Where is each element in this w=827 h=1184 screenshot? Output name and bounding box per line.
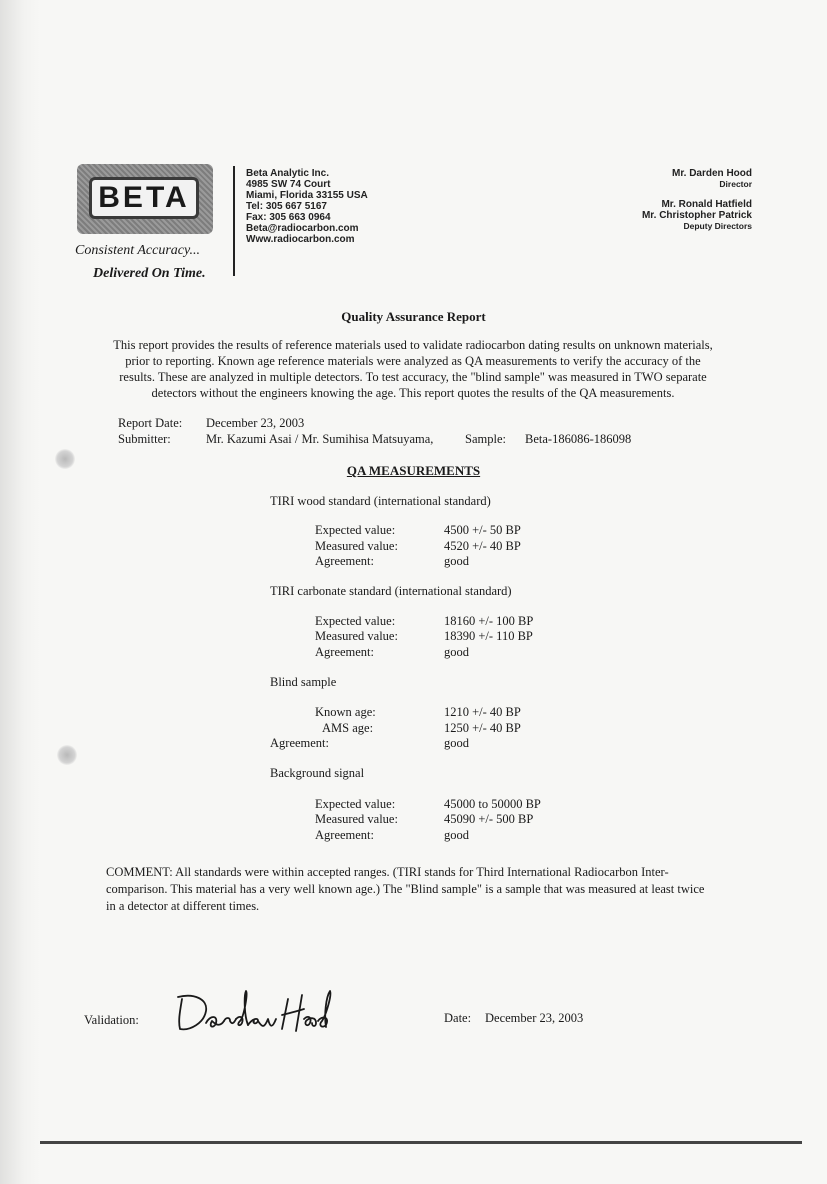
wood-expected-value: 4500 +/- 50 BP (444, 523, 521, 537)
report-title: Quality Assurance Report (341, 309, 486, 324)
address-line: Miami, Florida 33155 USA (246, 190, 368, 201)
tiri-carbonate-title: TIRI carbonate standard (international standard) (270, 584, 512, 598)
director-name: Mr. Darden Hood (671, 168, 752, 179)
company-address (246, 168, 368, 245)
darden-hood-signature (170, 985, 335, 1040)
wood-agreement-value: good (444, 554, 469, 568)
submitter-label: Submitter: (118, 432, 171, 446)
sample-value: Beta-186086-186098 (525, 432, 632, 446)
blind-agreement-value: good (444, 736, 469, 750)
comment-line: COMMENT: All standards were within accepted ranges. (TIRI stands for Third International Radiocarbon Inter- (106, 865, 669, 879)
deputy-title: Deputy Directors (683, 221, 752, 231)
carbonate-expected-label: Expected value: (315, 614, 396, 628)
background-expected-label: Expected value: (315, 797, 396, 811)
beta-logo (77, 164, 213, 234)
address-line: Www.radiocarbon.com (246, 234, 355, 245)
carbonate-measured-value: 18390 +/- 110 BP (444, 629, 533, 643)
blind-ams-value: 1250 +/- 40 BP (444, 721, 521, 735)
wood-agreement-label: Agreement: (315, 554, 375, 568)
wood-measured-value: 4520 +/- 40 BP (444, 539, 521, 553)
sample-label: Sample: (465, 432, 506, 446)
background-measured-label: Measured value: (315, 812, 398, 826)
beta-logo-text: BETA (98, 181, 190, 214)
background-measured-value: 45090 +/- 500 BP (444, 812, 534, 826)
director-title: Director (719, 179, 752, 189)
qa-heading: QA MEASUREMENTS (346, 463, 481, 478)
address-line: Tel: 305 667 5167 (246, 201, 327, 212)
carbonate-expected-value: 18160 +/- 100 BP (444, 614, 534, 628)
intro-line: prior to reporting. Known age reference materials were analyzed as QA measurements to verify the accuracy of the (125, 354, 701, 368)
comment-block (106, 864, 704, 915)
comment-line: comparison. This material has a very well known age.) The "Blind sample" is a sample that was measured at least twice (106, 882, 705, 896)
tagline-delivered: Delivered On Time. (93, 266, 206, 281)
background-agreement-value: good (444, 828, 469, 842)
letterhead-divider (233, 166, 235, 276)
date-label: Date: (444, 1011, 472, 1025)
report-date: December 23, 2003 (206, 416, 305, 430)
address-line: Fax: 305 663 0964 (246, 212, 331, 223)
blind-known-value: 1210 +/- 40 BP (444, 705, 521, 719)
blind-sample-title: Blind sample (270, 675, 337, 689)
wood-expected-label: Expected value: (315, 523, 396, 537)
tagline-consistent: Consistent Accuracy... (75, 243, 200, 258)
background-expected-value: 45000 to 50000 BP (444, 797, 541, 811)
blind-known-label: Known age: (315, 705, 376, 719)
blind-agreement-label: Agreement: (270, 736, 330, 750)
submitter-value: Mr. Kazumi Asai / Mr. Sumihisa Matsuyama, (206, 432, 434, 446)
intro-line: detectors without the engineers knowing the age. This report quotes the results of the QA measurements. (151, 386, 675, 400)
intro-paragraph (63, 337, 763, 401)
directors-block (560, 168, 752, 231)
beta-logo-plate (89, 177, 199, 219)
address-line: Beta Analytic Inc. (246, 168, 329, 179)
carbonate-agreement-label: Agreement: (315, 645, 375, 659)
page-bottom-rule (40, 1141, 802, 1144)
validation-date: December 23, 2003 (485, 1011, 584, 1025)
carbonate-agreement-value: good (444, 645, 469, 659)
wood-measured-label: Measured value: (315, 539, 398, 553)
deputy-name-1: Mr. Ronald Hatfield (661, 199, 752, 210)
intro-line: This report provides the results of reference materials used to validate radiocarbon dating results on unknown materials, (113, 338, 713, 352)
validation-label: Validation: (84, 1013, 139, 1027)
address-line: Beta@radiocarbon.com (246, 223, 359, 234)
punch-hole-bottom (57, 745, 77, 765)
tiri-wood-title: TIRI wood standard (international standard) (270, 494, 491, 508)
background-signal-title: Background signal (270, 766, 365, 780)
background-agreement-label: Agreement: (315, 828, 375, 842)
carbonate-measured-label: Measured value: (315, 629, 398, 643)
report-date-label: Report Date: (118, 416, 183, 430)
blind-ams-label: AMS age: (322, 721, 374, 735)
intro-line: results. These are analyzed in multiple detectors. To test accuracy, the "blind sample" was measured in TWO separate (119, 370, 707, 384)
scan-edge-shadow (0, 0, 40, 1184)
deputy-name-2: Mr. Christopher Patrick (641, 210, 752, 221)
address-line: 4985 SW 74 Court (246, 179, 331, 190)
comment-line: in a detector at different times. (106, 899, 260, 913)
